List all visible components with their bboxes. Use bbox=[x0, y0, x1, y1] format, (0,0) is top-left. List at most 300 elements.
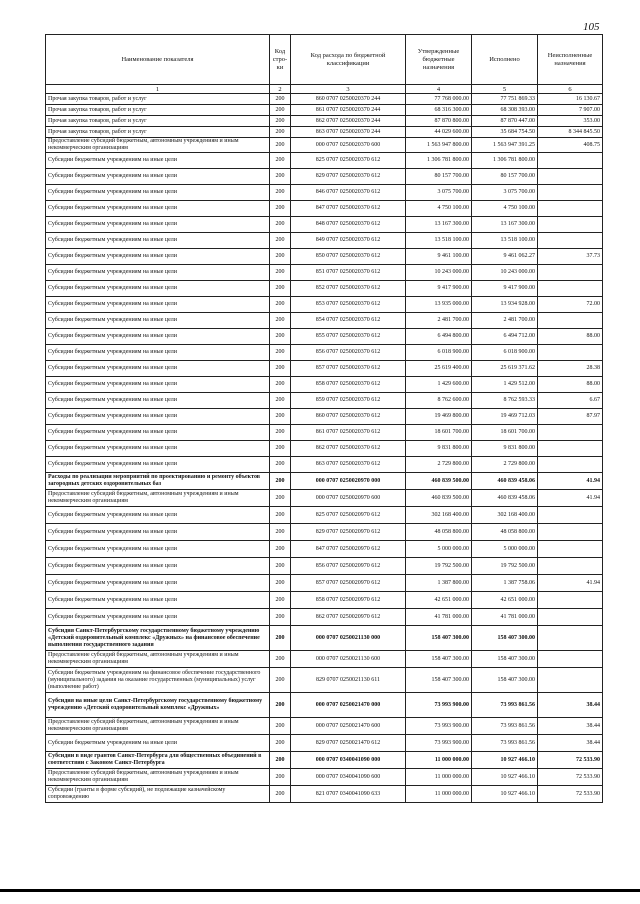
row-executed: 6 494 712.00 bbox=[472, 329, 538, 345]
row-line-code: 200 bbox=[270, 169, 291, 185]
row-budget-code: 821 0707 0340041090 633 bbox=[291, 786, 406, 803]
row-unexecuted: 72 533.90 bbox=[538, 769, 603, 786]
row-budget-code: 846 0707 0250020370 612 bbox=[291, 185, 406, 201]
row-line-code: 200 bbox=[270, 217, 291, 233]
row-unexecuted: 38.44 bbox=[538, 718, 603, 735]
row-executed: 87 870 447.00 bbox=[472, 116, 538, 127]
row-budget-code: 855 0707 0250020370 612 bbox=[291, 329, 406, 345]
row-budget-code: 863 0707 0250020370 244 bbox=[291, 127, 406, 138]
table-row bbox=[46, 169, 603, 185]
table-row bbox=[46, 786, 603, 803]
row-executed: 25 619 371.62 bbox=[472, 361, 538, 377]
row-executed: 460 839 458.06 bbox=[472, 490, 538, 507]
row-line-code: 200 bbox=[270, 575, 291, 592]
row-line-code: 200 bbox=[270, 490, 291, 507]
row-approved: 87 870 800.00 bbox=[406, 116, 472, 127]
row-unexecuted: 16 130.67 bbox=[538, 94, 603, 105]
row-unexecuted bbox=[538, 668, 603, 693]
table-header-row bbox=[46, 35, 603, 85]
row-executed: 4 750 100.00 bbox=[472, 201, 538, 217]
row-line-code: 200 bbox=[270, 409, 291, 425]
row-executed: 3 075 700.00 bbox=[472, 185, 538, 201]
row-approved: 19 792 500.00 bbox=[406, 558, 472, 575]
table-row bbox=[46, 127, 603, 138]
row-approved: 8 762 600.00 bbox=[406, 393, 472, 409]
row-approved: 9 417 900.00 bbox=[406, 281, 472, 297]
table-row bbox=[46, 265, 603, 281]
table-row bbox=[46, 769, 603, 786]
row-line-code: 200 bbox=[270, 94, 291, 105]
row-name: Субсидии бюджетным учреждениям на иные цели bbox=[46, 507, 270, 524]
row-budget-code: 000 0707 0250020370 600 bbox=[291, 138, 406, 153]
row-line-code: 200 bbox=[270, 201, 291, 217]
row-budget-code: 853 0707 0250020370 612 bbox=[291, 297, 406, 313]
row-executed: 1 563 947 391.25 bbox=[472, 138, 538, 153]
row-unexecuted bbox=[538, 265, 603, 281]
row-budget-code: 856 0707 0250020970 612 bbox=[291, 558, 406, 575]
row-unexecuted bbox=[538, 185, 603, 201]
row-executed: 13 167 300.00 bbox=[472, 217, 538, 233]
row-unexecuted: 41.94 bbox=[538, 490, 603, 507]
row-executed: 6 018 900.00 bbox=[472, 345, 538, 361]
row-unexecuted: 8 344 845.50 bbox=[538, 127, 603, 138]
row-approved: 11 000 000.00 bbox=[406, 786, 472, 803]
header-budget-code: Код расхода по бюджетной классификации bbox=[291, 35, 406, 85]
row-approved: 2 729 800.00 bbox=[406, 457, 472, 473]
row-budget-code: 829 0707 0250020970 612 bbox=[291, 524, 406, 541]
row-approved: 80 157 700.00 bbox=[406, 169, 472, 185]
table-row bbox=[46, 329, 603, 345]
row-executed: 73 993 861.56 bbox=[472, 735, 538, 752]
table-row bbox=[46, 609, 603, 626]
row-budget-code: 852 0707 0250020370 612 bbox=[291, 281, 406, 297]
header-approved: Утвержденные бюджетные назначения bbox=[406, 35, 472, 85]
row-name: Субсидии бюджетным учреждениям на иные цели bbox=[46, 541, 270, 558]
table-row bbox=[46, 651, 603, 668]
row-executed: 460 839 458.06 bbox=[472, 473, 538, 490]
row-budget-code: 861 0707 0250020370 244 bbox=[291, 105, 406, 116]
row-budget-code: 862 0707 0250020970 612 bbox=[291, 609, 406, 626]
row-name: Субсидии в виде грантов Санкт-Петербурга для общественных объединений в соответствии с Законом Санкт-Петербурга bbox=[46, 752, 270, 769]
table-row bbox=[46, 693, 603, 718]
table-row bbox=[46, 457, 603, 473]
table-row bbox=[46, 558, 603, 575]
row-budget-code: 847 0707 0250020970 612 bbox=[291, 541, 406, 558]
row-executed: 18 601 700.00 bbox=[472, 425, 538, 441]
column-number: 2 bbox=[270, 85, 291, 94]
row-name: Субсидии бюджетным учреждениям на иные цели bbox=[46, 609, 270, 626]
row-unexecuted bbox=[538, 345, 603, 361]
row-approved: 18 601 700.00 bbox=[406, 425, 472, 441]
table-row bbox=[46, 425, 603, 441]
row-name: Субсидии бюджетным учреждениям на иные цели bbox=[46, 265, 270, 281]
row-budget-code: 860 0707 0250020370 612 bbox=[291, 409, 406, 425]
row-executed: 19 469 712.03 bbox=[472, 409, 538, 425]
row-executed: 302 168 400.00 bbox=[472, 507, 538, 524]
row-line-code: 200 bbox=[270, 718, 291, 735]
row-line-code: 200 bbox=[270, 735, 291, 752]
row-unexecuted bbox=[538, 153, 603, 169]
row-executed: 10 243 000.00 bbox=[472, 265, 538, 281]
row-name: Предоставление субсидий бюджетным, автономным учреждениям и иным некоммерческим организациям bbox=[46, 138, 270, 153]
column-number: 5 bbox=[472, 85, 538, 94]
table-row bbox=[46, 668, 603, 693]
row-approved: 44 029 600.00 bbox=[406, 127, 472, 138]
row-line-code: 200 bbox=[270, 786, 291, 803]
table-row bbox=[46, 473, 603, 490]
table-row bbox=[46, 94, 603, 105]
row-name: Субсидии (гранты в форме субсидий), не подлежащие казначейскому сопровождению bbox=[46, 786, 270, 803]
row-line-code: 200 bbox=[270, 473, 291, 490]
row-line-code: 200 bbox=[270, 233, 291, 249]
row-approved: 13 935 000.00 bbox=[406, 297, 472, 313]
row-executed: 35 684 754.50 bbox=[472, 127, 538, 138]
row-line-code: 200 bbox=[270, 626, 291, 651]
row-name: Субсидии бюджетным учреждениям на финансовое обеспечение государственного (муниципального) задания на оказание государственных (муниципальных) услуг (выполнение работ) bbox=[46, 668, 270, 693]
row-approved: 158 407 300.00 bbox=[406, 651, 472, 668]
row-budget-code: 858 0707 0250020970 612 bbox=[291, 592, 406, 609]
table-row bbox=[46, 116, 603, 127]
row-approved: 158 407 300.00 bbox=[406, 668, 472, 693]
row-name: Предоставление субсидий бюджетным, автономным учреждениям и иным некоммерческим организациям bbox=[46, 718, 270, 735]
row-approved: 1 387 800.00 bbox=[406, 575, 472, 592]
row-name: Прочая закупка товаров, работ и услуг bbox=[46, 116, 270, 127]
page-bottom-rule bbox=[0, 889, 640, 892]
row-executed: 73 993 861.56 bbox=[472, 693, 538, 718]
row-executed: 9 417 900.00 bbox=[472, 281, 538, 297]
row-approved: 1 306 781 800.00 bbox=[406, 153, 472, 169]
row-budget-code: 000 0707 0250020970 000 bbox=[291, 473, 406, 490]
row-approved: 460 839 500.00 bbox=[406, 490, 472, 507]
row-approved: 13 167 300.00 bbox=[406, 217, 472, 233]
row-name: Субсидии бюджетным учреждениям на иные цели bbox=[46, 313, 270, 329]
row-approved: 13 518 100.00 bbox=[406, 233, 472, 249]
row-name: Предоставление субсидий бюджетным, автономным учреждениям и иным некоммерческим организациям bbox=[46, 769, 270, 786]
row-line-code: 200 bbox=[270, 769, 291, 786]
row-line-code: 200 bbox=[270, 127, 291, 138]
table-row bbox=[46, 377, 603, 393]
row-executed: 73 993 861.56 bbox=[472, 718, 538, 735]
row-approved: 4 750 100.00 bbox=[406, 201, 472, 217]
row-budget-code: 863 0707 0250020370 612 bbox=[291, 457, 406, 473]
row-executed: 5 000 000.00 bbox=[472, 541, 538, 558]
row-budget-code: 000 0707 0250021130 000 bbox=[291, 626, 406, 651]
row-approved: 19 469 800.00 bbox=[406, 409, 472, 425]
row-executed: 10 927 466.10 bbox=[472, 752, 538, 769]
row-budget-code: 848 0707 0250020370 612 bbox=[291, 217, 406, 233]
row-approved: 25 619 400.00 bbox=[406, 361, 472, 377]
row-budget-code: 829 0707 0250020370 612 bbox=[291, 169, 406, 185]
row-line-code: 200 bbox=[270, 345, 291, 361]
table-row bbox=[46, 138, 603, 153]
row-budget-code: 850 0707 0250020370 612 bbox=[291, 249, 406, 265]
table-row bbox=[46, 201, 603, 217]
column-number: 6 bbox=[538, 85, 603, 94]
table-row bbox=[46, 718, 603, 735]
row-budget-code: 829 0707 0250021470 612 bbox=[291, 735, 406, 752]
row-name: Субсидии бюджетным учреждениям на иные цели bbox=[46, 558, 270, 575]
row-executed: 9 831 800.00 bbox=[472, 441, 538, 457]
row-unexecuted bbox=[538, 507, 603, 524]
row-unexecuted bbox=[538, 592, 603, 609]
header-unexecuted: Неисполненные назначения bbox=[538, 35, 603, 85]
row-name: Прочая закупка товаров, работ и услуг bbox=[46, 127, 270, 138]
row-executed: 158 407 300.00 bbox=[472, 626, 538, 651]
row-unexecuted: 88.00 bbox=[538, 377, 603, 393]
row-budget-code: 858 0707 0250020370 612 bbox=[291, 377, 406, 393]
row-approved: 48 058 800.00 bbox=[406, 524, 472, 541]
column-number: 1 bbox=[46, 85, 270, 94]
row-executed: 77 751 869.33 bbox=[472, 94, 538, 105]
row-approved: 11 000 000.00 bbox=[406, 752, 472, 769]
row-name: Субсидии бюджетным учреждениям на иные цели bbox=[46, 393, 270, 409]
row-name: Субсидии бюджетным учреждениям на иные цели bbox=[46, 169, 270, 185]
row-line-code: 200 bbox=[270, 592, 291, 609]
row-line-code: 200 bbox=[270, 377, 291, 393]
row-executed: 19 792 500.00 bbox=[472, 558, 538, 575]
row-unexecuted: 72 533.90 bbox=[538, 752, 603, 769]
row-executed: 10 927 466.10 bbox=[472, 786, 538, 803]
row-approved: 73 993 900.00 bbox=[406, 718, 472, 735]
row-name: Субсидии бюджетным учреждениям на иные цели bbox=[46, 457, 270, 473]
row-unexecuted bbox=[538, 201, 603, 217]
row-budget-code: 861 0707 0250020370 612 bbox=[291, 425, 406, 441]
table-row bbox=[46, 441, 603, 457]
row-executed: 48 058 800.00 bbox=[472, 524, 538, 541]
row-line-code: 200 bbox=[270, 441, 291, 457]
row-name: Субсидии бюджетным учреждениям на иные цели bbox=[46, 329, 270, 345]
row-executed: 42 651 000.00 bbox=[472, 592, 538, 609]
row-line-code: 200 bbox=[270, 507, 291, 524]
row-budget-code: 857 0707 0250020970 612 bbox=[291, 575, 406, 592]
row-approved: 158 407 300.00 bbox=[406, 626, 472, 651]
row-budget-code: 854 0707 0250020370 612 bbox=[291, 313, 406, 329]
row-line-code: 200 bbox=[270, 105, 291, 116]
row-executed: 1 306 781 800.00 bbox=[472, 153, 538, 169]
row-line-code: 200 bbox=[270, 457, 291, 473]
row-budget-code: 856 0707 0250020370 612 bbox=[291, 345, 406, 361]
table-row bbox=[46, 575, 603, 592]
header-indicator-name: Наименование показателя bbox=[46, 35, 270, 85]
row-name: Субсидии бюджетным учреждениям на иные цели bbox=[46, 425, 270, 441]
row-unexecuted: 7 907.00 bbox=[538, 105, 603, 116]
row-approved: 11 000 000.00 bbox=[406, 769, 472, 786]
row-name: Субсидии бюджетным учреждениям на иные цели bbox=[46, 345, 270, 361]
row-name: Субсидии бюджетным учреждениям на иные цели bbox=[46, 249, 270, 265]
row-unexecuted: 353.00 bbox=[538, 116, 603, 127]
row-executed: 2 481 700.00 bbox=[472, 313, 538, 329]
row-line-code: 200 bbox=[270, 393, 291, 409]
table-row bbox=[46, 524, 603, 541]
row-line-code: 200 bbox=[270, 651, 291, 668]
row-unexecuted: 38.44 bbox=[538, 735, 603, 752]
row-budget-code: 859 0707 0250020370 612 bbox=[291, 393, 406, 409]
row-unexecuted: 41.94 bbox=[538, 575, 603, 592]
row-name: Субсидия на иные цели Санкт-Петербургскому государственному бюджетному учреждению «Детский оздоровительный комплекс «Дружных» bbox=[46, 693, 270, 718]
row-approved: 6 018 900.00 bbox=[406, 345, 472, 361]
row-line-code: 200 bbox=[270, 752, 291, 769]
table-row bbox=[46, 361, 603, 377]
row-line-code: 200 bbox=[270, 297, 291, 313]
row-unexecuted bbox=[538, 626, 603, 651]
row-line-code: 200 bbox=[270, 668, 291, 693]
row-unexecuted: 408.75 bbox=[538, 138, 603, 153]
row-line-code: 200 bbox=[270, 185, 291, 201]
row-budget-code: 000 0707 0250021470 000 bbox=[291, 693, 406, 718]
row-line-code: 200 bbox=[270, 153, 291, 169]
budget-execution-table bbox=[45, 34, 603, 803]
row-approved: 9 461 100.00 bbox=[406, 249, 472, 265]
row-approved: 1 563 947 800.00 bbox=[406, 138, 472, 153]
row-budget-code: 825 0707 0250020970 612 bbox=[291, 507, 406, 524]
row-executed: 10 927 466.10 bbox=[472, 769, 538, 786]
table-row bbox=[46, 281, 603, 297]
table-row bbox=[46, 233, 603, 249]
row-executed: 1 429 512.00 bbox=[472, 377, 538, 393]
page-number: 105 bbox=[583, 21, 600, 33]
row-unexecuted: 41.94 bbox=[538, 473, 603, 490]
row-name: Субсидии бюджетным учреждениям на иные цели bbox=[46, 153, 270, 169]
table-row bbox=[46, 409, 603, 425]
row-name: Субсидия Санкт-Петербургскому государственному бюджетному учреждению «Детский оздоровительный комплекс «Дружных» на финансовое обеспечение выполнения государственного задания bbox=[46, 626, 270, 651]
row-budget-code: 860 0707 0250020370 244 bbox=[291, 94, 406, 105]
row-executed: 158 407 300.00 bbox=[472, 651, 538, 668]
row-unexecuted bbox=[538, 281, 603, 297]
table-row bbox=[46, 105, 603, 116]
row-approved: 73 993 900.00 bbox=[406, 735, 472, 752]
table-row bbox=[46, 752, 603, 769]
row-approved: 5 000 000.00 bbox=[406, 541, 472, 558]
row-budget-code: 862 0707 0250020370 612 bbox=[291, 441, 406, 457]
row-budget-code: 862 0707 0250020370 244 bbox=[291, 116, 406, 127]
column-number: 3 bbox=[291, 85, 406, 94]
row-unexecuted bbox=[538, 457, 603, 473]
row-unexecuted bbox=[538, 609, 603, 626]
row-name: Субсидии бюджетным учреждениям на иные цели bbox=[46, 592, 270, 609]
row-name: Субсидии бюджетным учреждениям на иные цели bbox=[46, 409, 270, 425]
row-name: Субсидии бюджетным учреждениям на иные цели bbox=[46, 185, 270, 201]
row-name: Субсидии бюджетным учреждениям на иные цели bbox=[46, 297, 270, 313]
row-approved: 10 243 000.00 bbox=[406, 265, 472, 281]
row-approved: 9 831 800.00 bbox=[406, 441, 472, 457]
row-line-code: 200 bbox=[270, 609, 291, 626]
row-approved: 42 651 000.00 bbox=[406, 592, 472, 609]
row-name: Прочая закупка товаров, работ и услуг bbox=[46, 94, 270, 105]
table-row bbox=[46, 153, 603, 169]
column-number: 4 bbox=[406, 85, 472, 94]
row-name: Расходы по реализации мероприятий по проектированию и ремонту объектов загородных детских оздоровительных баз bbox=[46, 473, 270, 490]
row-unexecuted bbox=[538, 233, 603, 249]
row-unexecuted bbox=[538, 541, 603, 558]
row-unexecuted bbox=[538, 558, 603, 575]
row-name: Предоставление субсидий бюджетным, автономным учреждениям и иным некоммерческим организациям bbox=[46, 490, 270, 507]
table-row bbox=[46, 507, 603, 524]
row-approved: 460 839 500.00 bbox=[406, 473, 472, 490]
row-name: Субсидии бюджетным учреждениям на иные цели bbox=[46, 575, 270, 592]
row-budget-code: 847 0707 0250020370 612 bbox=[291, 201, 406, 217]
row-line-code: 200 bbox=[270, 138, 291, 153]
row-name: Субсидии бюджетным учреждениям на иные цели bbox=[46, 441, 270, 457]
row-approved: 2 481 700.00 bbox=[406, 313, 472, 329]
row-approved: 6 494 800.00 bbox=[406, 329, 472, 345]
row-unexecuted: 28.38 bbox=[538, 361, 603, 377]
row-budget-code: 857 0707 0250020370 612 bbox=[291, 361, 406, 377]
row-unexecuted bbox=[538, 313, 603, 329]
table-row bbox=[46, 393, 603, 409]
row-unexecuted: 38.44 bbox=[538, 693, 603, 718]
row-budget-code: 000 0707 0250021470 600 bbox=[291, 718, 406, 735]
row-unexecuted: 37.73 bbox=[538, 249, 603, 265]
row-line-code: 200 bbox=[270, 329, 291, 345]
header-line-code: Код стро-ки bbox=[270, 35, 291, 85]
row-budget-code: 825 0707 0250020370 612 bbox=[291, 153, 406, 169]
table-row bbox=[46, 541, 603, 558]
row-executed: 80 157 700.00 bbox=[472, 169, 538, 185]
table-row bbox=[46, 735, 603, 752]
column-number-row bbox=[46, 85, 603, 94]
row-name: Субсидии бюджетным учреждениям на иные цели bbox=[46, 361, 270, 377]
row-line-code: 200 bbox=[270, 313, 291, 329]
row-line-code: 200 bbox=[270, 281, 291, 297]
row-approved: 1 429 600.00 bbox=[406, 377, 472, 393]
row-executed: 13 934 928.00 bbox=[472, 297, 538, 313]
row-budget-code: 000 0707 0340041090 600 bbox=[291, 769, 406, 786]
table-row bbox=[46, 249, 603, 265]
row-unexecuted bbox=[538, 169, 603, 185]
row-executed: 158 407 300.00 bbox=[472, 668, 538, 693]
row-unexecuted: 72.00 bbox=[538, 297, 603, 313]
row-name: Субсидии бюджетным учреждениям на иные цели bbox=[46, 524, 270, 541]
row-name: Субсидии бюджетным учреждениям на иные цели bbox=[46, 217, 270, 233]
row-executed: 1 387 758.06 bbox=[472, 575, 538, 592]
row-executed: 68 308 393.00 bbox=[472, 105, 538, 116]
table-row bbox=[46, 592, 603, 609]
table-row bbox=[46, 345, 603, 361]
row-line-code: 200 bbox=[270, 116, 291, 127]
row-executed: 8 762 593.33 bbox=[472, 393, 538, 409]
table-row bbox=[46, 490, 603, 507]
row-unexecuted: 87.97 bbox=[538, 409, 603, 425]
row-unexecuted bbox=[538, 217, 603, 233]
row-name: Субсидии бюджетным учреждениям на иные цели bbox=[46, 233, 270, 249]
row-unexecuted bbox=[538, 524, 603, 541]
row-approved: 41 781 000.00 bbox=[406, 609, 472, 626]
row-budget-code: 000 0707 0250021130 600 bbox=[291, 651, 406, 668]
row-approved: 302 168 400.00 bbox=[406, 507, 472, 524]
row-unexecuted bbox=[538, 441, 603, 457]
row-line-code: 200 bbox=[270, 541, 291, 558]
row-line-code: 200 bbox=[270, 693, 291, 718]
row-budget-code: 000 0707 0250020970 600 bbox=[291, 490, 406, 507]
row-name: Субсидии бюджетным учреждениям на иные цели bbox=[46, 281, 270, 297]
table-row bbox=[46, 297, 603, 313]
row-budget-code: 849 0707 0250020370 612 bbox=[291, 233, 406, 249]
header-executed: Исполнено bbox=[472, 35, 538, 85]
table-row bbox=[46, 217, 603, 233]
row-unexecuted: 72 533.90 bbox=[538, 786, 603, 803]
row-line-code: 200 bbox=[270, 524, 291, 541]
table-row bbox=[46, 626, 603, 651]
row-budget-code: 829 0707 0250021130 611 bbox=[291, 668, 406, 693]
row-unexecuted bbox=[538, 425, 603, 441]
row-unexecuted: 88.00 bbox=[538, 329, 603, 345]
row-unexecuted: 6.67 bbox=[538, 393, 603, 409]
row-line-code: 200 bbox=[270, 425, 291, 441]
row-name: Прочая закупка товаров, работ и услуг bbox=[46, 105, 270, 116]
row-line-code: 200 bbox=[270, 361, 291, 377]
row-executed: 2 729 800.00 bbox=[472, 457, 538, 473]
row-approved: 73 993 900.00 bbox=[406, 693, 472, 718]
